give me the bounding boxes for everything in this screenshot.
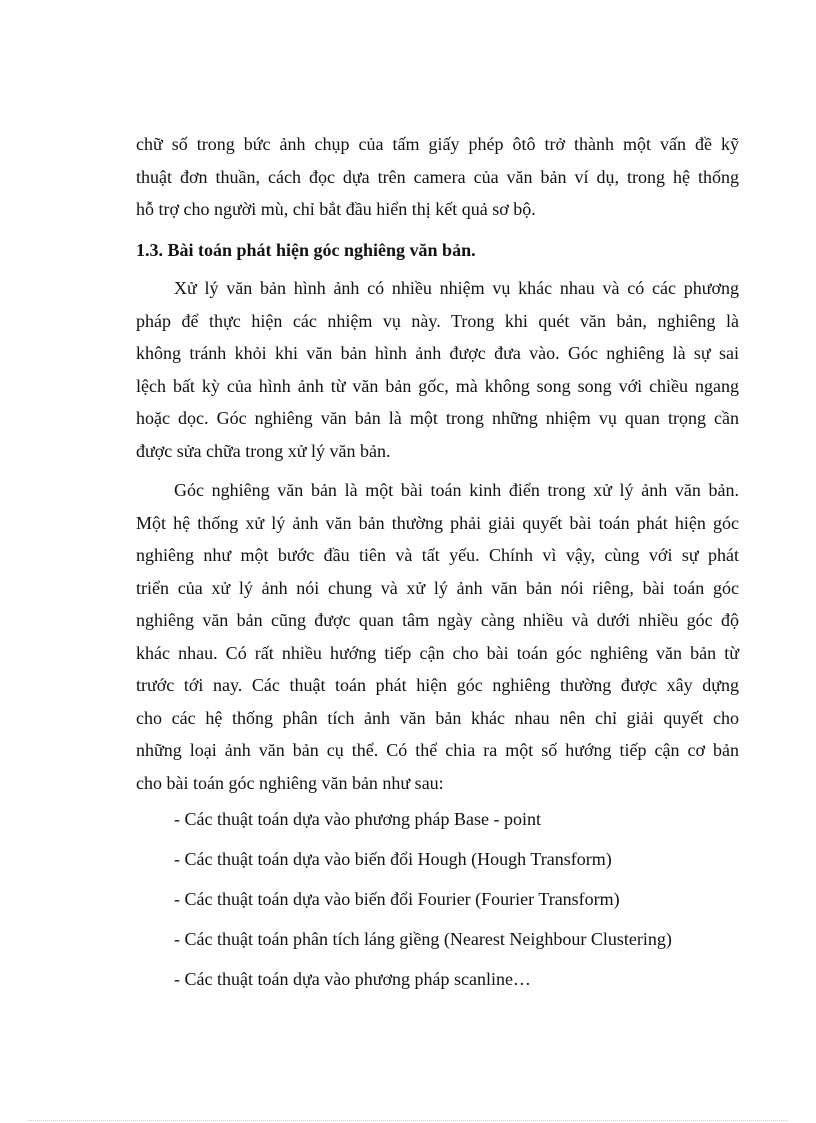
- text-line: được sửa chữa trong xử lý văn bản.: [136, 440, 391, 461]
- text-line: lệch bất kỳ của hình ảnh từ văn bản gốc, mà không song song với chiều ngang: [136, 375, 739, 396]
- section-heading: 1.3. Bài toán phát hiện góc nghiêng văn bản.: [136, 239, 476, 260]
- text-line: trước tới nay. Các thuật toán phát hiện góc nghiêng thường được xây dựng: [136, 675, 739, 695]
- text-line: nghiêng như một bước đầu tiên và tất yếu. Chính vì vậy, cùng với sự phát: [136, 545, 739, 565]
- text-line: thuật đơn thuần, cách đọc dựa trên camera của văn bản ví dụ, trong hệ thống: [136, 166, 739, 187]
- approach-list: [136, 806, 739, 993]
- text-line: hoặc dọc. Góc nghiêng văn bản là một trong những nhiệm vụ quan trọng cần: [136, 408, 739, 428]
- text-line: Một hệ thống xử lý ảnh văn bản thường phải giải quyết bài toán phát hiện góc: [136, 512, 739, 533]
- text-line: những loại ảnh văn bản cụ thể. Có thể chia ra một số hướng tiếp cận cơ bản: [136, 740, 739, 760]
- page-content: [136, 128, 739, 1006]
- text-line: khác nhau. Có rất nhiều hướng tiếp cận cho bài toán góc nghiêng văn bản từ: [136, 642, 739, 663]
- text-line: cho các hệ thống phân tích ảnh văn bản khác nhau nên chỉ giải quyết cho: [136, 707, 739, 728]
- footer-divider: [28, 1120, 788, 1121]
- list-item: - Các thuật toán phân tích láng giềng (Nearest Neighbour Clustering): [174, 929, 672, 949]
- list-item: - Các thuật toán dựa vào biến đổi Fourier (Fourier Transform): [174, 889, 620, 909]
- text-line: hỗ trợ cho người mù, chỉ bắt đầu hiển thị kết quả sơ bộ.: [136, 199, 536, 219]
- list-item: - Các thuật toán dựa vào phương pháp Base - point: [174, 809, 541, 829]
- list-item: - Các thuật toán dựa vào biến đổi Hough (Hough Transform): [174, 849, 612, 869]
- intro-paragraph: [136, 128, 739, 226]
- text-line: Xử lý văn bản hình ảnh có nhiều nhiệm vụ khác nhau và có các phương: [174, 278, 739, 298]
- list-item: - Các thuật toán dựa vào phương pháp scanline…: [174, 969, 531, 989]
- text-line: cho bài toán góc nghiêng văn bản như sau:: [136, 772, 444, 793]
- text-line: không tránh khỏi khi văn bản hình ảnh được đưa vào. Góc nghiêng là sự sai: [136, 343, 739, 363]
- paragraph-skew-definition: [136, 272, 739, 467]
- text-line: chữ số trong bức ảnh chụp của tấm giấy phép ôtô trở thành một vấn đề kỹ: [136, 134, 739, 154]
- text-line: triển của xử lý ảnh nói chung và xử lý ảnh văn bản nói riêng, bài toán góc: [136, 577, 739, 598]
- text-line: pháp để thực hiện các nhiệm vụ này. Trong khi quét văn bản, nghiêng là: [136, 310, 739, 331]
- paragraph-skew-approaches: [136, 474, 739, 799]
- text-line: nghiêng văn bản cũng được quan tâm ngày càng nhiều và dưới nhiều góc độ: [136, 610, 739, 630]
- text-line: Góc nghiêng văn bản là một bài toán kinh điển trong xử lý ảnh văn bản.: [174, 480, 739, 500]
